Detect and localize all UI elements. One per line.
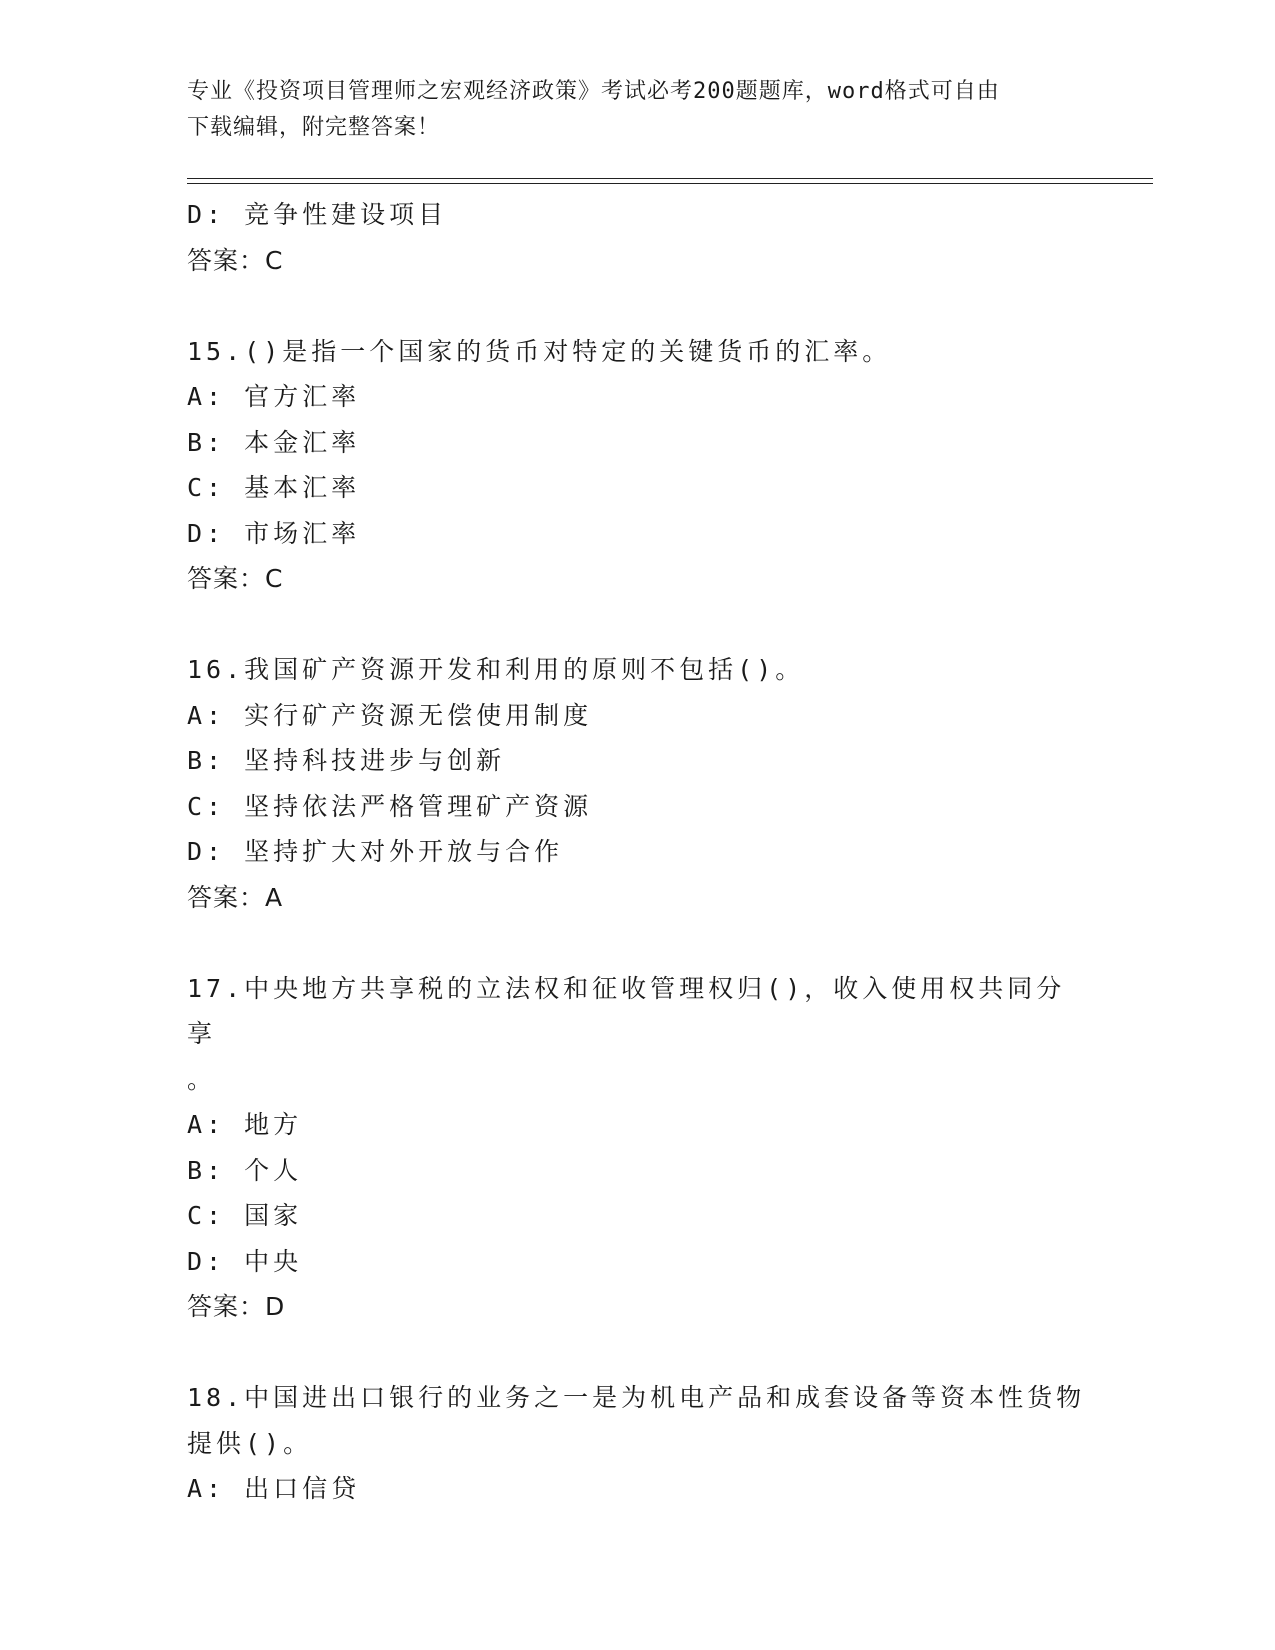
answer: 答案：A xyxy=(187,882,284,912)
header-line-2: 下载编辑，附完整答案！ xyxy=(187,115,441,140)
option-a: A: 实行矿产资源无偿使用制度 xyxy=(187,700,593,730)
question-stem-line-1: 18.中国进出口银行的业务之一是为机电产品和成套设备等资本性货物 xyxy=(187,1383,1086,1412)
spacer xyxy=(187,1330,1087,1376)
option-d: D: 市场汇率 xyxy=(187,518,361,548)
question-stem: 15.()是指一个国家的货币对特定的关键货币的汇率。 xyxy=(187,336,892,366)
question-stem-line-2: 提供()。 xyxy=(187,1428,313,1458)
option-d: D: 中央 xyxy=(187,1246,303,1276)
question-stem-line-2: 。 xyxy=(187,1064,217,1094)
question-stem-line-1: 17.中央地方共享税的立法权和征收管理权归()，收入使用权共同分享 xyxy=(187,973,1066,1048)
option-a: A: 出口信贷 xyxy=(187,1474,361,1503)
option-a: A: 官方汇率 xyxy=(187,382,361,411)
option-c: C: 坚持依法严格管理矿产资源 xyxy=(187,791,593,821)
document-header xyxy=(187,74,1087,146)
header-line-1: 专业《投资项目管理师之宏观经济政策》考试必考200题题库，word格式可自由 xyxy=(187,79,1000,104)
header-divider-top xyxy=(187,178,1153,179)
prev-option-d: D: 竞争性建设项目 xyxy=(187,200,448,229)
spacer xyxy=(187,920,1087,966)
option-c: C: 基本汇率 xyxy=(187,473,361,502)
spacer xyxy=(187,283,1087,329)
answer: 答案：C xyxy=(187,564,284,593)
option-b: B: 坚持科技进步与创新 xyxy=(187,746,506,775)
question-17 xyxy=(187,966,1087,1330)
option-b: B: 个人 xyxy=(187,1155,303,1185)
prev-answer: 答案：C xyxy=(187,245,284,275)
answer: 答案：D xyxy=(187,1292,286,1321)
question-18 xyxy=(187,1375,1087,1512)
option-b: B: 本金汇率 xyxy=(187,427,361,457)
question-16 xyxy=(187,647,1087,920)
option-d: D: 坚持扩大对外开放与合作 xyxy=(187,837,564,866)
question-stem: 16.我国矿产资源开发和利用的原则不包括()。 xyxy=(187,655,805,684)
option-a: A: 地方 xyxy=(187,1110,303,1139)
question-15 xyxy=(187,329,1087,602)
spacer xyxy=(187,602,1087,648)
header-divider-bottom xyxy=(187,183,1153,184)
option-c: C: 国家 xyxy=(187,1201,303,1230)
question-list xyxy=(187,192,1087,1512)
